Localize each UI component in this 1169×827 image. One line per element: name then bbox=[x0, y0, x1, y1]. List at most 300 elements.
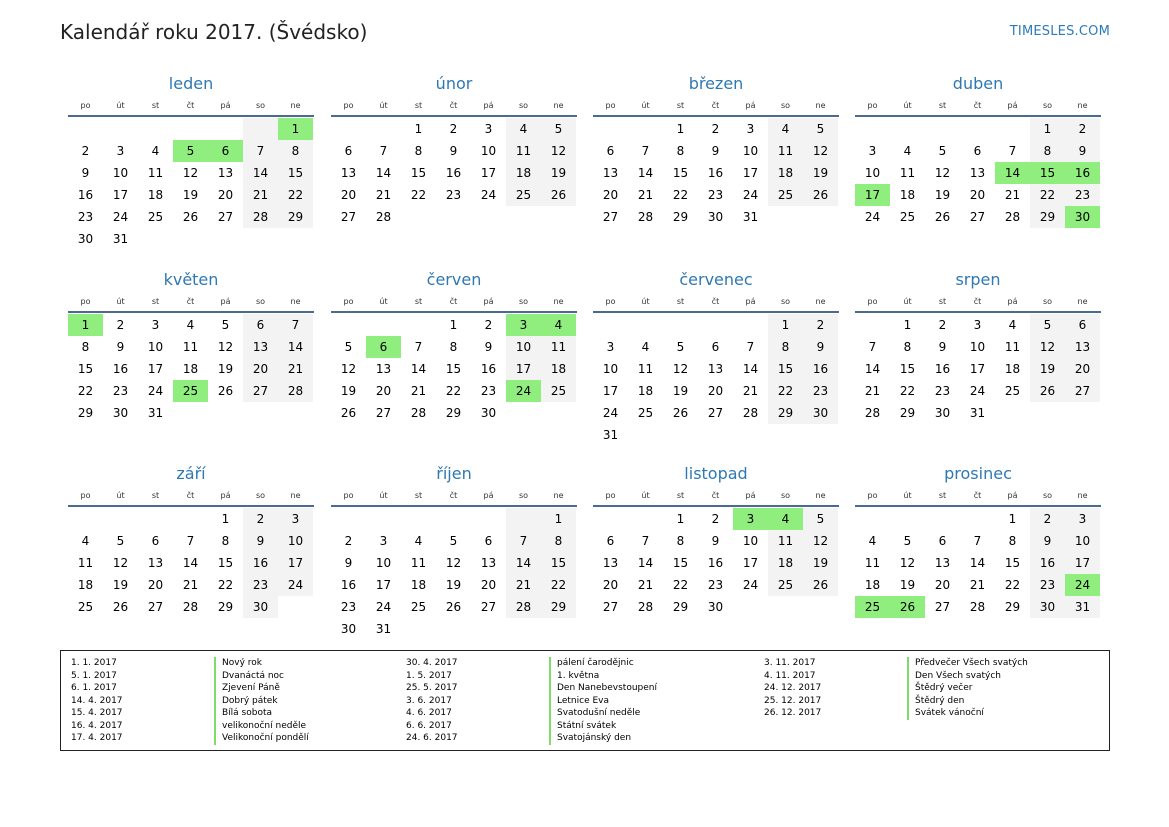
weekday-label: st bbox=[938, 491, 947, 500]
day-cell: 27 bbox=[602, 210, 619, 224]
day-cell: 10 bbox=[1065, 530, 1100, 552]
empty-cell bbox=[593, 508, 628, 530]
legend-column bbox=[396, 657, 657, 745]
legend-date: 26. 12. 2017 bbox=[764, 708, 822, 718]
day-cell: 4 bbox=[81, 534, 90, 548]
weekday-label: čt bbox=[973, 101, 982, 110]
weekday-header bbox=[68, 293, 314, 313]
day-cell: 29 bbox=[1030, 206, 1065, 228]
day-cell: 11 bbox=[77, 556, 94, 570]
day-cell: 26 bbox=[217, 384, 234, 398]
day-cell: 4 bbox=[1008, 318, 1017, 332]
weekday-label: pá bbox=[220, 297, 231, 306]
day-cell: 29 bbox=[899, 406, 916, 420]
day-cell: 7 bbox=[243, 140, 278, 162]
weekday-label: ne bbox=[815, 297, 826, 306]
day-cell: 10 bbox=[375, 556, 392, 570]
weekday-label: pá bbox=[483, 491, 494, 500]
legend-date: 6. 6. 2017 bbox=[406, 720, 452, 731]
day-cell: 1 bbox=[449, 318, 458, 332]
day-cell: 26 bbox=[803, 184, 838, 206]
legend-holiday-name: Dvanáctá noc bbox=[222, 670, 285, 681]
day-cell: 29 bbox=[445, 406, 462, 420]
day-cell: 14 bbox=[243, 162, 278, 184]
empty-cell bbox=[506, 508, 541, 530]
day-cell: 9 bbox=[243, 530, 278, 552]
weekday-label: po bbox=[867, 491, 878, 500]
day-cell: 31 bbox=[742, 210, 759, 224]
legend-marker bbox=[549, 707, 551, 720]
empty-cell bbox=[698, 314, 733, 336]
weekday-label: st bbox=[414, 101, 423, 110]
day-cell: 3 bbox=[868, 144, 877, 158]
day-cell: 9 bbox=[1030, 530, 1065, 552]
day-cell: 18 bbox=[77, 578, 94, 592]
day-cell: 19 bbox=[803, 162, 838, 184]
day-cell: 28 bbox=[742, 406, 759, 420]
day-cell: 4 bbox=[506, 118, 541, 140]
day-cell: 1 bbox=[676, 122, 685, 136]
weekday-label: čt bbox=[711, 297, 720, 306]
day-cell: 12 bbox=[340, 362, 357, 376]
day-cell: 7 bbox=[641, 144, 650, 158]
legend-row bbox=[61, 682, 309, 695]
legend-marker bbox=[214, 682, 216, 695]
day-cell: 21 bbox=[637, 188, 654, 202]
legend-marker bbox=[549, 695, 551, 708]
weekday-label: po bbox=[867, 297, 878, 306]
day-cell: 20 bbox=[375, 384, 392, 398]
day-cell: 30 bbox=[803, 402, 838, 424]
day-cell: 15 bbox=[445, 362, 462, 376]
legend-holiday-name: Letnice Eva bbox=[557, 695, 610, 706]
day-cell: 28 bbox=[182, 600, 199, 614]
month-name: duben bbox=[952, 74, 1004, 93]
day-cell: 6 bbox=[606, 144, 615, 158]
weekday-label: ne bbox=[553, 101, 564, 110]
day-cell: 13 bbox=[147, 556, 164, 570]
day-cell: 6 bbox=[938, 534, 947, 548]
day-cell: 18 bbox=[768, 552, 803, 574]
empty-cell bbox=[401, 314, 436, 336]
day-cell: 16 bbox=[707, 166, 724, 180]
weekday-label: út bbox=[903, 297, 912, 306]
day-cell: 1 bbox=[1030, 118, 1065, 140]
day-cell: 10 bbox=[602, 362, 619, 376]
day-cell: 7 bbox=[414, 340, 423, 354]
day-cell: 7 bbox=[1008, 144, 1017, 158]
legend-marker bbox=[907, 670, 909, 683]
site-link[interactable]: TIMESLES.COM bbox=[1009, 24, 1110, 39]
day-cell: 25 bbox=[1004, 384, 1021, 398]
day-grid bbox=[68, 508, 314, 618]
day-grid bbox=[331, 314, 577, 424]
empty-cell bbox=[208, 118, 243, 140]
day-grid bbox=[855, 118, 1101, 228]
day-grid bbox=[855, 508, 1101, 618]
day-cell: 8 bbox=[1008, 534, 1017, 548]
day-cell: 29 bbox=[278, 206, 313, 228]
day-cell: 2 bbox=[1065, 118, 1100, 140]
day-cell: 28 bbox=[243, 206, 278, 228]
day-cell: 21 bbox=[742, 384, 759, 398]
holiday-day: 3 bbox=[506, 314, 541, 336]
legend-marker bbox=[214, 707, 216, 720]
legend-row bbox=[61, 670, 309, 683]
legend-row bbox=[396, 695, 657, 708]
weekday-header bbox=[593, 487, 839, 507]
day-cell: 12 bbox=[672, 362, 689, 376]
day-cell: 8 bbox=[1030, 140, 1065, 162]
day-cell: 24 bbox=[742, 578, 759, 592]
legend-date: 3. 11. 2017 bbox=[764, 658, 816, 668]
holiday-day: 25 bbox=[173, 380, 208, 402]
weekday-label: st bbox=[938, 101, 947, 110]
day-cell: 4 bbox=[151, 144, 160, 158]
month-name: listopad bbox=[684, 464, 748, 483]
day-cell: 28 bbox=[410, 406, 427, 420]
empty-cell bbox=[366, 508, 401, 530]
day-cell: 21 bbox=[969, 578, 986, 592]
day-cell: 5 bbox=[803, 118, 838, 140]
weekday-label: út bbox=[116, 491, 125, 500]
day-cell: 17 bbox=[480, 166, 497, 180]
day-cell: 14 bbox=[410, 362, 427, 376]
empty-cell bbox=[138, 508, 173, 530]
day-cell: 30 bbox=[480, 406, 497, 420]
day-cell: 2 bbox=[711, 122, 720, 136]
legend-holiday-name: velikonoční neděle bbox=[222, 720, 307, 731]
weekday-label: st bbox=[676, 491, 685, 500]
month-květen bbox=[68, 268, 314, 424]
legend-marker bbox=[549, 670, 551, 683]
month-únor bbox=[331, 72, 577, 228]
day-cell: 18 bbox=[410, 578, 427, 592]
weekday-label: pá bbox=[745, 101, 756, 110]
legend-marker bbox=[549, 720, 551, 733]
weekday-label: pá bbox=[220, 101, 231, 110]
day-cell: 27 bbox=[602, 600, 619, 614]
holiday-day: 4 bbox=[768, 508, 803, 530]
weekday-label: so bbox=[255, 101, 266, 110]
weekday-label: út bbox=[641, 491, 650, 500]
day-cell: 30 bbox=[934, 406, 951, 420]
weekday-label: čt bbox=[186, 101, 195, 110]
day-cell: 13 bbox=[1065, 336, 1100, 358]
weekday-label: út bbox=[379, 101, 388, 110]
day-cell: 16 bbox=[243, 552, 278, 574]
day-grid bbox=[855, 314, 1101, 424]
day-cell: 3 bbox=[1065, 508, 1100, 530]
day-cell: 14 bbox=[182, 556, 199, 570]
holiday-day: 30 bbox=[1065, 206, 1100, 228]
day-grid bbox=[593, 314, 839, 446]
day-cell: 19 bbox=[803, 552, 838, 574]
legend-marker bbox=[214, 732, 216, 745]
day-cell: 6 bbox=[711, 340, 720, 354]
day-cell: 13 bbox=[969, 166, 986, 180]
holiday-day: 5 bbox=[173, 140, 208, 162]
day-cell: 2 bbox=[81, 144, 90, 158]
empty-cell bbox=[995, 118, 1030, 140]
legend-marker bbox=[907, 682, 909, 695]
day-cell: 18 bbox=[637, 384, 654, 398]
day-grid bbox=[593, 508, 839, 618]
day-cell: 25 bbox=[899, 210, 916, 224]
day-cell: 27 bbox=[969, 210, 986, 224]
day-cell: 22 bbox=[77, 384, 94, 398]
day-cell: 19 bbox=[672, 384, 689, 398]
day-cell: 15 bbox=[899, 362, 916, 376]
day-cell: 3 bbox=[116, 144, 125, 158]
weekday-label: so bbox=[518, 297, 529, 306]
weekday-label: út bbox=[903, 101, 912, 110]
legend-holiday-name: Štědrý den bbox=[915, 695, 965, 706]
day-cell: 3 bbox=[746, 122, 755, 136]
weekday-label: po bbox=[343, 101, 354, 110]
day-cell: 20 bbox=[340, 188, 357, 202]
month-prosinec bbox=[855, 462, 1101, 618]
day-cell: 23 bbox=[340, 600, 357, 614]
month-leden bbox=[68, 72, 314, 250]
day-cell: 13 bbox=[217, 166, 234, 180]
day-cell: 25 bbox=[147, 210, 164, 224]
legend-holiday-name: Dobrý pátek bbox=[222, 695, 278, 706]
day-cell: 25 bbox=[506, 184, 541, 206]
empty-cell bbox=[103, 508, 138, 530]
day-cell: 2 bbox=[116, 318, 125, 332]
weekday-label: st bbox=[676, 297, 685, 306]
empty-cell bbox=[68, 508, 103, 530]
day-cell: 23 bbox=[707, 578, 724, 592]
empty-cell bbox=[663, 314, 698, 336]
day-cell: 12 bbox=[541, 140, 576, 162]
day-cell: 13 bbox=[480, 556, 497, 570]
legend-holiday-name: Zjevení Páně bbox=[222, 683, 280, 693]
legend-date: 17. 4. 2017 bbox=[71, 733, 123, 743]
legend-marker bbox=[214, 670, 216, 683]
day-cell: 10 bbox=[278, 530, 313, 552]
day-cell: 23 bbox=[1065, 184, 1100, 206]
holiday-day: 16 bbox=[1065, 162, 1100, 184]
day-cell: 19 bbox=[182, 188, 199, 202]
month-name: květen bbox=[163, 270, 219, 289]
day-cell: 19 bbox=[899, 578, 916, 592]
day-cell: 27 bbox=[1065, 380, 1100, 402]
weekday-label: út bbox=[641, 101, 650, 110]
day-cell: 20 bbox=[969, 188, 986, 202]
day-cell: 12 bbox=[899, 556, 916, 570]
day-cell: 26 bbox=[541, 184, 576, 206]
day-cell: 8 bbox=[768, 336, 803, 358]
day-cell: 24 bbox=[602, 406, 619, 420]
day-cell: 16 bbox=[934, 362, 951, 376]
day-cell: 2 bbox=[344, 534, 353, 548]
day-cell: 5 bbox=[903, 534, 912, 548]
day-cell: 28 bbox=[969, 600, 986, 614]
legend-holiday-name: Svatodušní neděle bbox=[557, 708, 641, 718]
weekday-label: čt bbox=[711, 101, 720, 110]
legend-date: 6. 1. 2017 bbox=[71, 683, 117, 693]
weekday-label: ne bbox=[815, 101, 826, 110]
day-cell: 3 bbox=[379, 534, 388, 548]
day-cell: 27 bbox=[340, 210, 357, 224]
day-cell: 20 bbox=[602, 578, 619, 592]
day-cell: 8 bbox=[81, 340, 90, 354]
weekday-label: ne bbox=[1077, 491, 1088, 500]
empty-cell bbox=[628, 118, 663, 140]
day-cell: 11 bbox=[541, 336, 576, 358]
day-grid bbox=[68, 314, 314, 424]
weekday-label: so bbox=[255, 491, 266, 500]
day-cell: 27 bbox=[375, 406, 392, 420]
day-cell: 28 bbox=[637, 600, 654, 614]
day-cell: 21 bbox=[182, 578, 199, 592]
day-cell: 27 bbox=[707, 406, 724, 420]
day-cell: 30 bbox=[340, 622, 357, 636]
month-červenec bbox=[593, 268, 839, 446]
holiday-day: 24 bbox=[506, 380, 541, 402]
legend-holiday-name: Nový rok bbox=[222, 658, 262, 668]
day-cell: 13 bbox=[602, 556, 619, 570]
month-name: červenec bbox=[679, 270, 753, 289]
legend-marker bbox=[907, 707, 909, 720]
empty-cell bbox=[890, 118, 925, 140]
day-cell: 24 bbox=[480, 188, 497, 202]
day-cell: 22 bbox=[541, 574, 576, 596]
day-cell: 15 bbox=[672, 166, 689, 180]
day-cell: 24 bbox=[112, 210, 129, 224]
day-cell: 25 bbox=[768, 574, 803, 596]
day-cell: 3 bbox=[278, 508, 313, 530]
empty-cell bbox=[331, 314, 366, 336]
day-cell: 21 bbox=[506, 574, 541, 596]
day-cell: 31 bbox=[969, 406, 986, 420]
weekday-label: so bbox=[780, 297, 791, 306]
day-cell: 29 bbox=[217, 600, 234, 614]
holiday-day: 26 bbox=[890, 596, 925, 618]
day-cell: 10 bbox=[480, 144, 497, 158]
day-cell: 20 bbox=[707, 384, 724, 398]
day-cell: 2 bbox=[803, 314, 838, 336]
legend-holiday-name: Den Všech svatých bbox=[915, 670, 1001, 681]
holiday-day: 15 bbox=[1030, 162, 1065, 184]
day-cell: 17 bbox=[147, 362, 164, 376]
day-cell: 21 bbox=[375, 188, 392, 202]
day-cell: 17 bbox=[742, 166, 759, 180]
day-cell: 6 bbox=[344, 144, 353, 158]
day-cell: 11 bbox=[768, 530, 803, 552]
empty-cell bbox=[733, 314, 768, 336]
day-cell: 4 bbox=[186, 318, 195, 332]
day-cell: 29 bbox=[768, 402, 803, 424]
empty-cell bbox=[331, 508, 366, 530]
day-cell: 2 bbox=[484, 318, 493, 332]
weekday-label: po bbox=[80, 297, 91, 306]
day-cell: 21 bbox=[243, 184, 278, 206]
day-cell: 9 bbox=[484, 340, 493, 354]
day-cell: 29 bbox=[541, 596, 576, 618]
day-cell: 18 bbox=[1004, 362, 1021, 376]
weekday-label: st bbox=[414, 297, 423, 306]
holiday-day: 1 bbox=[278, 118, 313, 140]
day-cell: 9 bbox=[711, 534, 720, 548]
day-cell: 13 bbox=[340, 166, 357, 180]
weekday-label: út bbox=[641, 297, 650, 306]
empty-cell bbox=[366, 118, 401, 140]
weekday-label: po bbox=[605, 101, 616, 110]
day-cell: 11 bbox=[864, 556, 881, 570]
day-cell: 20 bbox=[243, 358, 278, 380]
day-cell: 5 bbox=[344, 340, 353, 354]
day-cell: 11 bbox=[899, 166, 916, 180]
weekday-header bbox=[331, 293, 577, 313]
legend-holiday-name: Velikonoční pondělí bbox=[222, 733, 309, 743]
day-cell: 22 bbox=[1004, 578, 1021, 592]
legend-row bbox=[61, 732, 309, 745]
legend-holiday-name: pálení čarodějnic bbox=[557, 658, 634, 668]
day-cell: 14 bbox=[742, 362, 759, 376]
day-cell: 28 bbox=[375, 210, 392, 224]
legend-row bbox=[396, 732, 657, 745]
weekday-label: ne bbox=[553, 297, 564, 306]
month-duben bbox=[855, 72, 1101, 228]
day-grid bbox=[331, 508, 577, 640]
weekday-label: so bbox=[780, 491, 791, 500]
empty-cell bbox=[628, 508, 663, 530]
legend-marker bbox=[907, 695, 909, 708]
day-cell: 23 bbox=[707, 188, 724, 202]
month-září bbox=[68, 462, 314, 618]
weekday-label: ne bbox=[1077, 297, 1088, 306]
empty-cell bbox=[855, 118, 890, 140]
day-cell: 19 bbox=[340, 384, 357, 398]
legend-marker bbox=[214, 695, 216, 708]
day-cell: 18 bbox=[899, 188, 916, 202]
empty-cell bbox=[890, 508, 925, 530]
legend-date: 1. 1. 2017 bbox=[71, 658, 117, 668]
day-cell: 25 bbox=[637, 406, 654, 420]
day-cell: 29 bbox=[1004, 600, 1021, 614]
day-cell: 26 bbox=[182, 210, 199, 224]
day-cell: 10 bbox=[969, 340, 986, 354]
day-cell: 26 bbox=[340, 406, 357, 420]
day-cell: 10 bbox=[506, 336, 541, 358]
day-cell: 16 bbox=[112, 362, 129, 376]
day-cell: 14 bbox=[969, 556, 986, 570]
day-cell: 26 bbox=[445, 600, 462, 614]
month-name: červen bbox=[426, 270, 482, 289]
day-cell: 12 bbox=[112, 556, 129, 570]
weekday-label: pá bbox=[483, 297, 494, 306]
empty-cell bbox=[855, 508, 890, 530]
day-cell: 7 bbox=[186, 534, 195, 548]
legend-row bbox=[61, 707, 309, 720]
day-cell: 20 bbox=[147, 578, 164, 592]
empty-cell bbox=[68, 118, 103, 140]
weekday-label: po bbox=[343, 297, 354, 306]
day-cell: 9 bbox=[1065, 140, 1100, 162]
day-cell: 17 bbox=[602, 384, 619, 398]
weekday-label: so bbox=[1042, 297, 1053, 306]
day-cell: 1 bbox=[903, 318, 912, 332]
legend-row bbox=[754, 682, 1028, 695]
day-cell: 14 bbox=[864, 362, 881, 376]
day-cell: 24 bbox=[742, 188, 759, 202]
day-cell: 31 bbox=[112, 232, 129, 246]
day-cell: 23 bbox=[243, 574, 278, 596]
weekday-header bbox=[593, 97, 839, 117]
